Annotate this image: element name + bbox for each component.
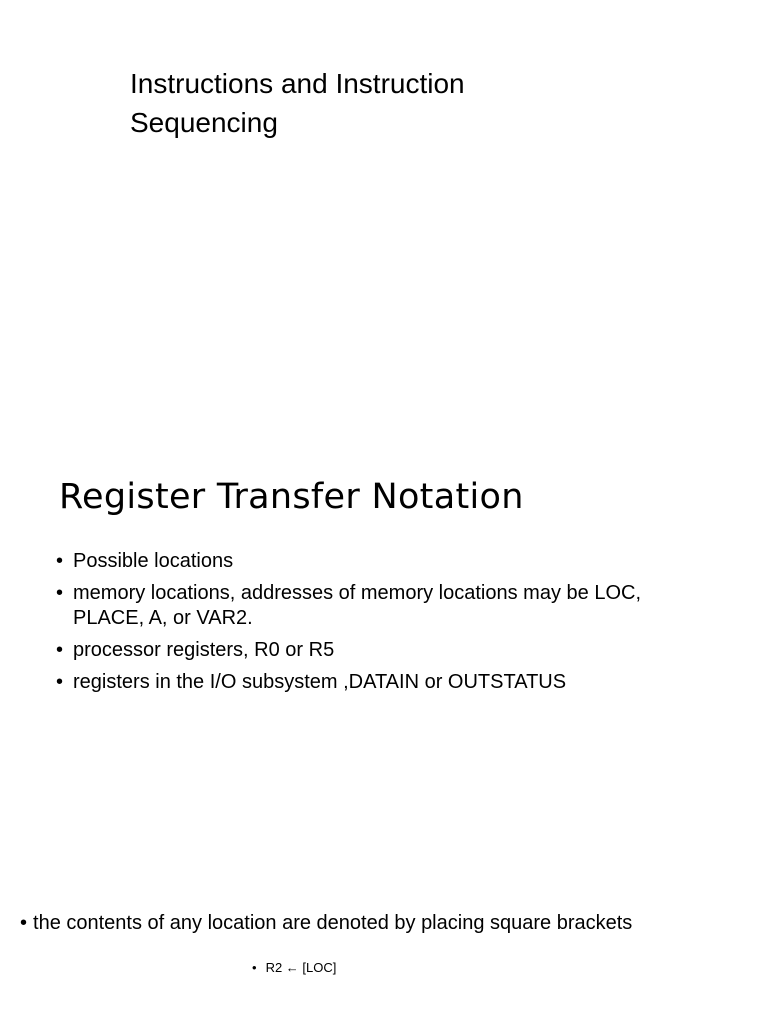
bullet-text: memory locations, addresses of memory locations may be LOC, PLACE, A, or VAR2. bbox=[73, 582, 641, 629]
bullet-item bbox=[56, 670, 676, 695]
bullet-marker: • bbox=[56, 671, 64, 693]
bullet-marker: • bbox=[56, 582, 64, 604]
bullet-text: R2 ← [LOC] bbox=[265, 960, 337, 975]
bullet-text: the contents of any location are denoted by placing square brackets bbox=[33, 912, 633, 934]
bullet-marker: • bbox=[56, 550, 64, 572]
slide1-title: Instructions and Instruction Sequencing bbox=[130, 68, 465, 138]
bullet-marker: • bbox=[252, 960, 257, 975]
bullet-text: Possible locations bbox=[73, 550, 234, 572]
bullet-marker: • bbox=[56, 639, 64, 661]
slide3-bullet bbox=[20, 911, 632, 936]
bullet-item bbox=[56, 581, 676, 631]
bullet-item bbox=[56, 638, 676, 663]
bullet-item bbox=[56, 549, 676, 574]
bullet-text: registers in the I/O subsystem ,DATAIN or OUTSTATUS bbox=[73, 671, 567, 693]
slide2-title: Register Transfer Notation bbox=[59, 477, 524, 517]
slide3-sub-bullet bbox=[252, 959, 336, 977]
bullet-text: processor registers, R0 or R5 bbox=[73, 639, 335, 661]
slide2-bullet-list bbox=[56, 549, 676, 702]
bullet-marker: • bbox=[20, 912, 28, 934]
